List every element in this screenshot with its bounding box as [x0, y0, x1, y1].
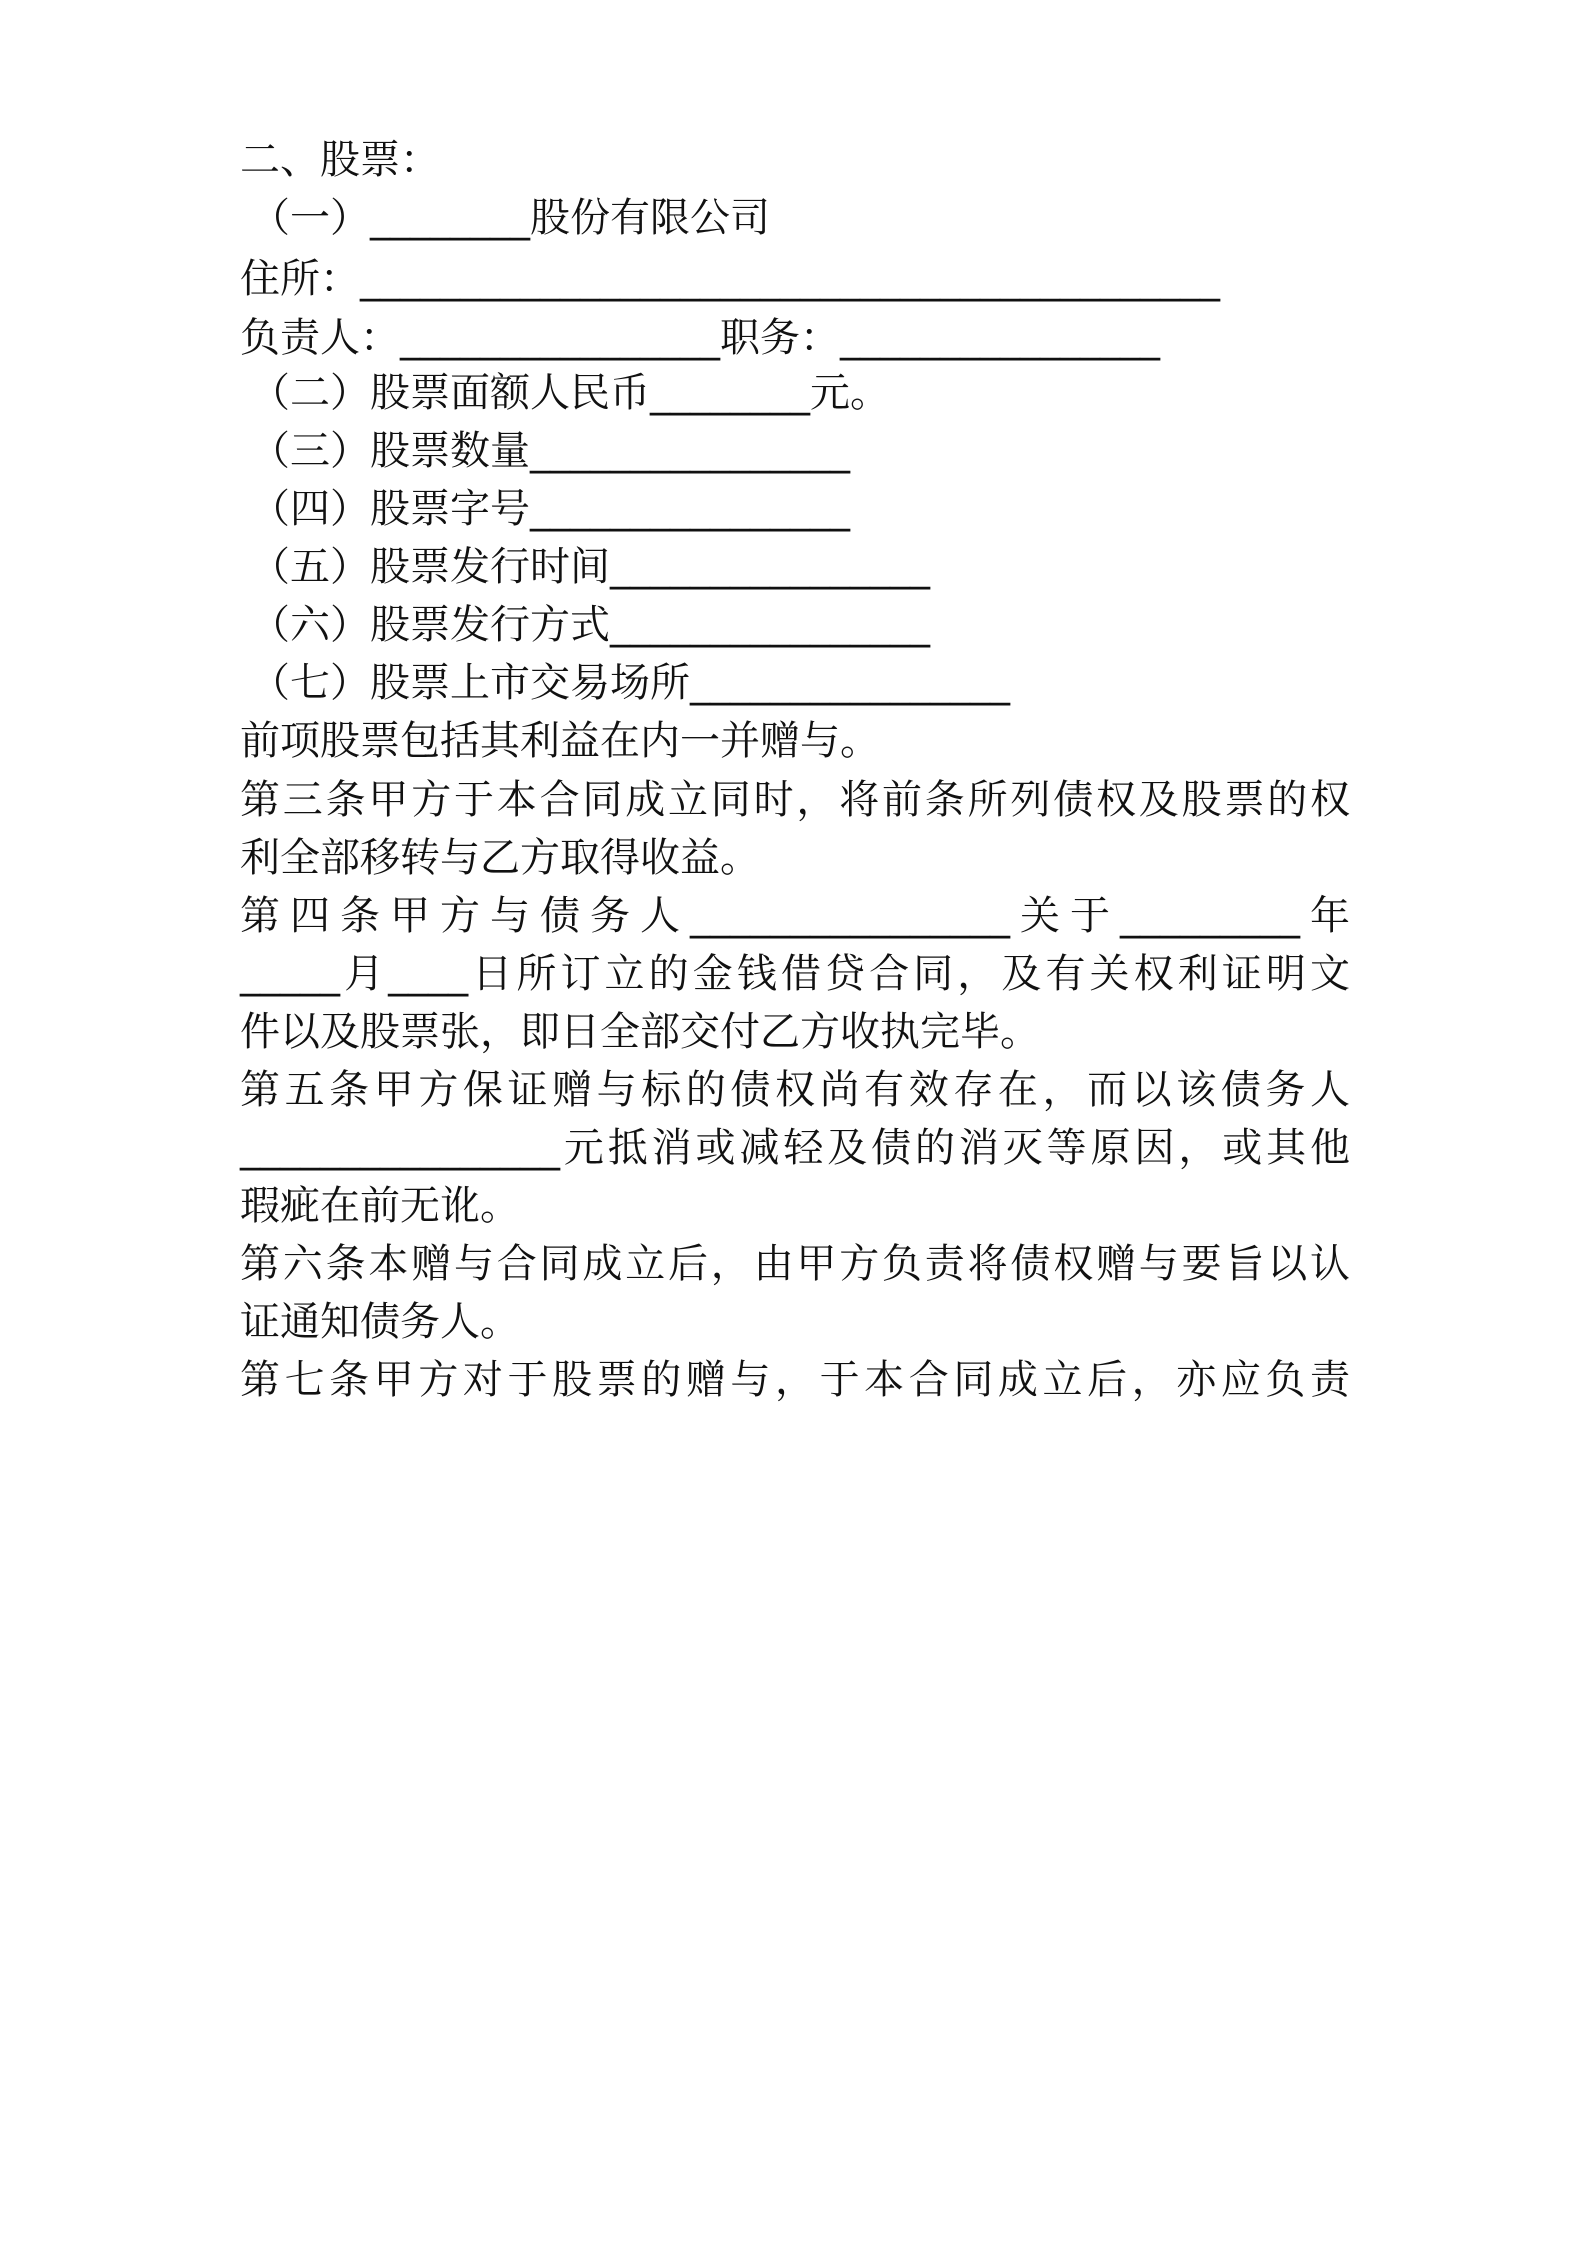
field-address: 住所：___________________________________________	[240, 256, 1220, 302]
item-listing-venue: （七）股票上市交易场所________________	[250, 660, 1010, 706]
article-6-line-2: 证通知债务人。	[240, 1299, 520, 1345]
article-6-line-1: 第六条本赠与合同成立后，由甲方负责将债权赠与要旨以认	[240, 1241, 1350, 1287]
section-heading-stocks: 二、股票：	[240, 137, 440, 183]
item-face-value: （二）股票面额人民币________元。	[250, 370, 890, 416]
article-3-line-2: 利全部移转与乙方取得收益。	[240, 835, 760, 881]
item-issue-method: （六）股票发行方式________________	[250, 602, 930, 648]
item-company: （一）________股份有限公司	[250, 195, 770, 241]
item-quantity: （三）股票数量________________	[250, 428, 850, 474]
item-issue-time: （五）股票发行时间________________	[250, 544, 930, 590]
item-serial: （四）股票字号________________	[250, 486, 850, 532]
article-4-line-2: _____月____日所订立的金钱借贷合同，及有关权利证明文	[240, 951, 1350, 997]
article-4-line-3: 件以及股票张，即日全部交付乙方收执完毕。	[240, 1009, 1040, 1055]
article-3-line-1: 第三条甲方于本合同成立同时，将前条所列债权及股票的权	[240, 777, 1350, 823]
field-responsible-person: 负责人：________________职务：________________	[240, 315, 1160, 361]
article-5-line-3: 瑕疵在前无讹。	[240, 1183, 520, 1229]
article-5-line-2: ________________元抵消或减轻及债的消灭等原因，或其他	[240, 1125, 1350, 1171]
article-7-line-1: 第七条甲方对于股票的赠与，于本合同成立后，亦应负责	[240, 1357, 1350, 1403]
article-4-line-1: 第四条甲方与债务人________________关于_________年	[240, 893, 1350, 939]
paragraph-line: 前项股票包括其利益在内一并赠与。	[240, 718, 880, 764]
article-5-line-1: 第五条甲方保证赠与标的债权尚有效存在，而以该债务人	[240, 1067, 1350, 1113]
